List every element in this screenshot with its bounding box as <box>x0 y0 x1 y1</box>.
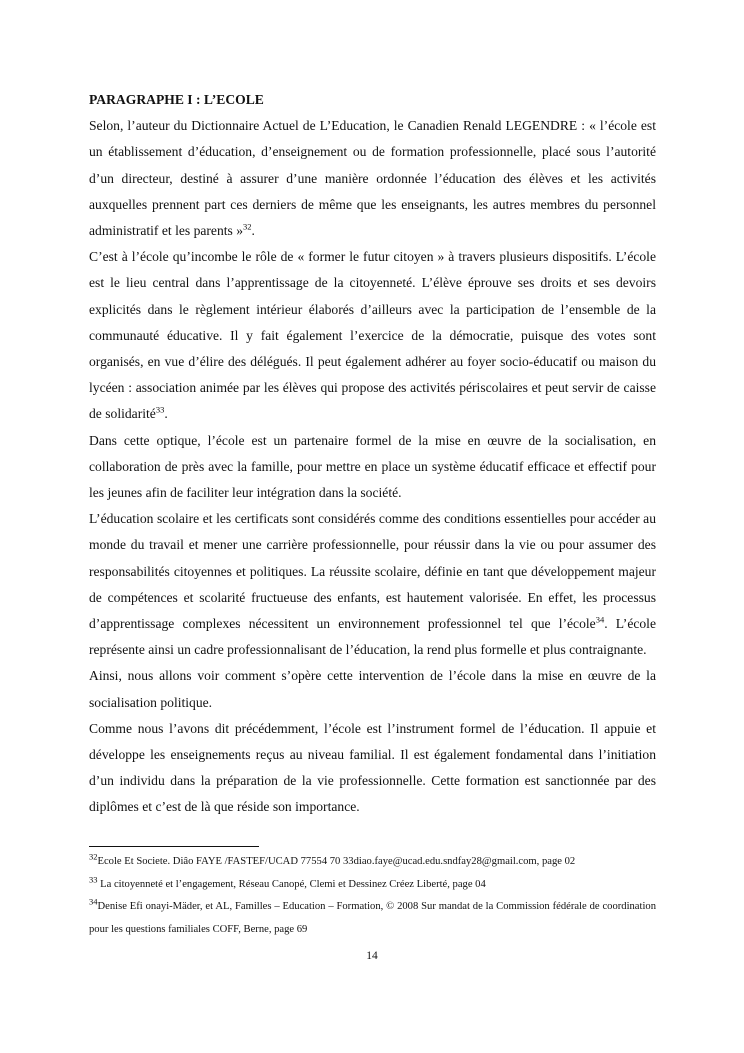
paragraph-tail: . <box>164 406 168 422</box>
paragraph-text: Dans cette optique, l’école est un partenaire formel de la mise en œuvre de la socialisation, en collaboration de près avec la famille, pour mettre en place un système éducatif efficace et effectif pour les jeunes afin de faciliter leur intégration dans la société. <box>89 432 656 501</box>
paragraph-text: Selon, l’auteur du Dictionnaire Actuel de L’Education, le Canadien Renald LEGENDRE : « l’école est un établissement d’éducation, d’enseignement ou de formation professionnelle, placé sous l’autorité d’un directeur, destiné à assurer d’une manière ordonnée l’éducation des élèves et les activités auxquelles prennent part ces derniers de même que les enseignants, les autres membres du personnel administratif et les parents » <box>89 118 656 239</box>
footnote-number: 34 <box>89 896 98 907</box>
paragraph <box>89 506 656 663</box>
page-number: 14 <box>366 950 378 962</box>
footnote-ref[interactable]: 34 <box>595 614 605 625</box>
paragraph-tail: . <box>251 223 255 239</box>
body-text <box>89 87 656 821</box>
footnote-ref[interactable]: 33 <box>155 404 165 415</box>
paragraph <box>89 716 656 821</box>
paragraph <box>89 113 656 244</box>
paragraph-text: Ainsi, nous allons voir comment s’opère cette intervention de l’école dans la mise en œuvre de la socialisation politique. <box>89 668 656 710</box>
footnote-text: Ecole Et Societe. Diâo FAYE /FASTEF/UCAD 77554 70 33diao.faye@ucad.edu.sndfay28@gmail.com, page 02 <box>97 856 576 867</box>
paragraph <box>89 428 656 507</box>
footnote-text: La citoyenneté et l’engagement, Réseau Canopé, Clemi et Dessinez Créez Liberté, page 04 <box>97 878 486 890</box>
footnote-text: Denise Efi onayi-Mäder, et AL, Familles – Education – Formation, © 2008 Sur mandat de la Commission fédérale de coordination pour les questions familiales COFF, Berne, page 69 <box>89 901 656 935</box>
footnote-separator <box>89 846 259 847</box>
footnote <box>89 896 656 941</box>
footnote-ref[interactable]: 32 <box>243 221 252 232</box>
footnote-number: 33 <box>89 873 98 884</box>
paragraph-text: Comme nous l’avons dit précédemment, l’école est l’instrument formel de l’éducation. Il appuie et développe les enseignements reçus au niveau familial. Il est également fondamental dans l’initiation d’un individu dans la préparation de la vie professionnelle. Cette formation est sanctionnée par des diplômes et c’est de là que réside son importance. <box>89 720 656 815</box>
section-heading: PARAGRAPHE I : L’ECOLE <box>89 92 264 107</box>
paragraph-tail: . L’école représente ainsi un cadre professionnalisant de l’éducation, la rend plus formelle et plus contraignante. <box>89 616 656 658</box>
footnote <box>89 851 656 874</box>
paragraph-text: L’éducation scolaire et les certificats sont considérés comme des conditions essentielles pour accéder au monde du travail et mener une carrière professionnelle, pour réussir dans la vie ou pour assumer des responsabilités citoyennes et politiques. La réussite scolaire, définie en tant que développement majeur de compétences et scolarité fructueuse des enfants, est hautement valorisée. En effet, les processus d’apprentissage complexes nécessitent un environnement professionnel tel que l’école <box>89 511 656 632</box>
paragraph-text: C’est à l’école qu’incombe le rôle de « former le futur citoyen » à travers plusieurs dispositifs. L’école est le lieu central dans l’apprentissage de la citoyenneté. L’élève éprouve ses droits et ses devoirs explicités dans le règlement intérieur élaborés d’ailleurs avec la participation de l’ensemble de la communauté éducative. Il y fait également l’exercice de la démocratie, puisque des votes sont organisés, en vue d’élire des délégués. Il peut également adhérer au foyer socio-éducatif ou maison du lycéen : association animée par les élèves qui propose des activités périscolaires et peut servir de caisse de solidarité <box>89 249 656 422</box>
footnotes <box>89 851 656 941</box>
paragraph <box>89 244 656 427</box>
paragraph <box>89 663 656 715</box>
footnote <box>89 874 656 897</box>
footnote-number: 32 <box>89 851 98 862</box>
